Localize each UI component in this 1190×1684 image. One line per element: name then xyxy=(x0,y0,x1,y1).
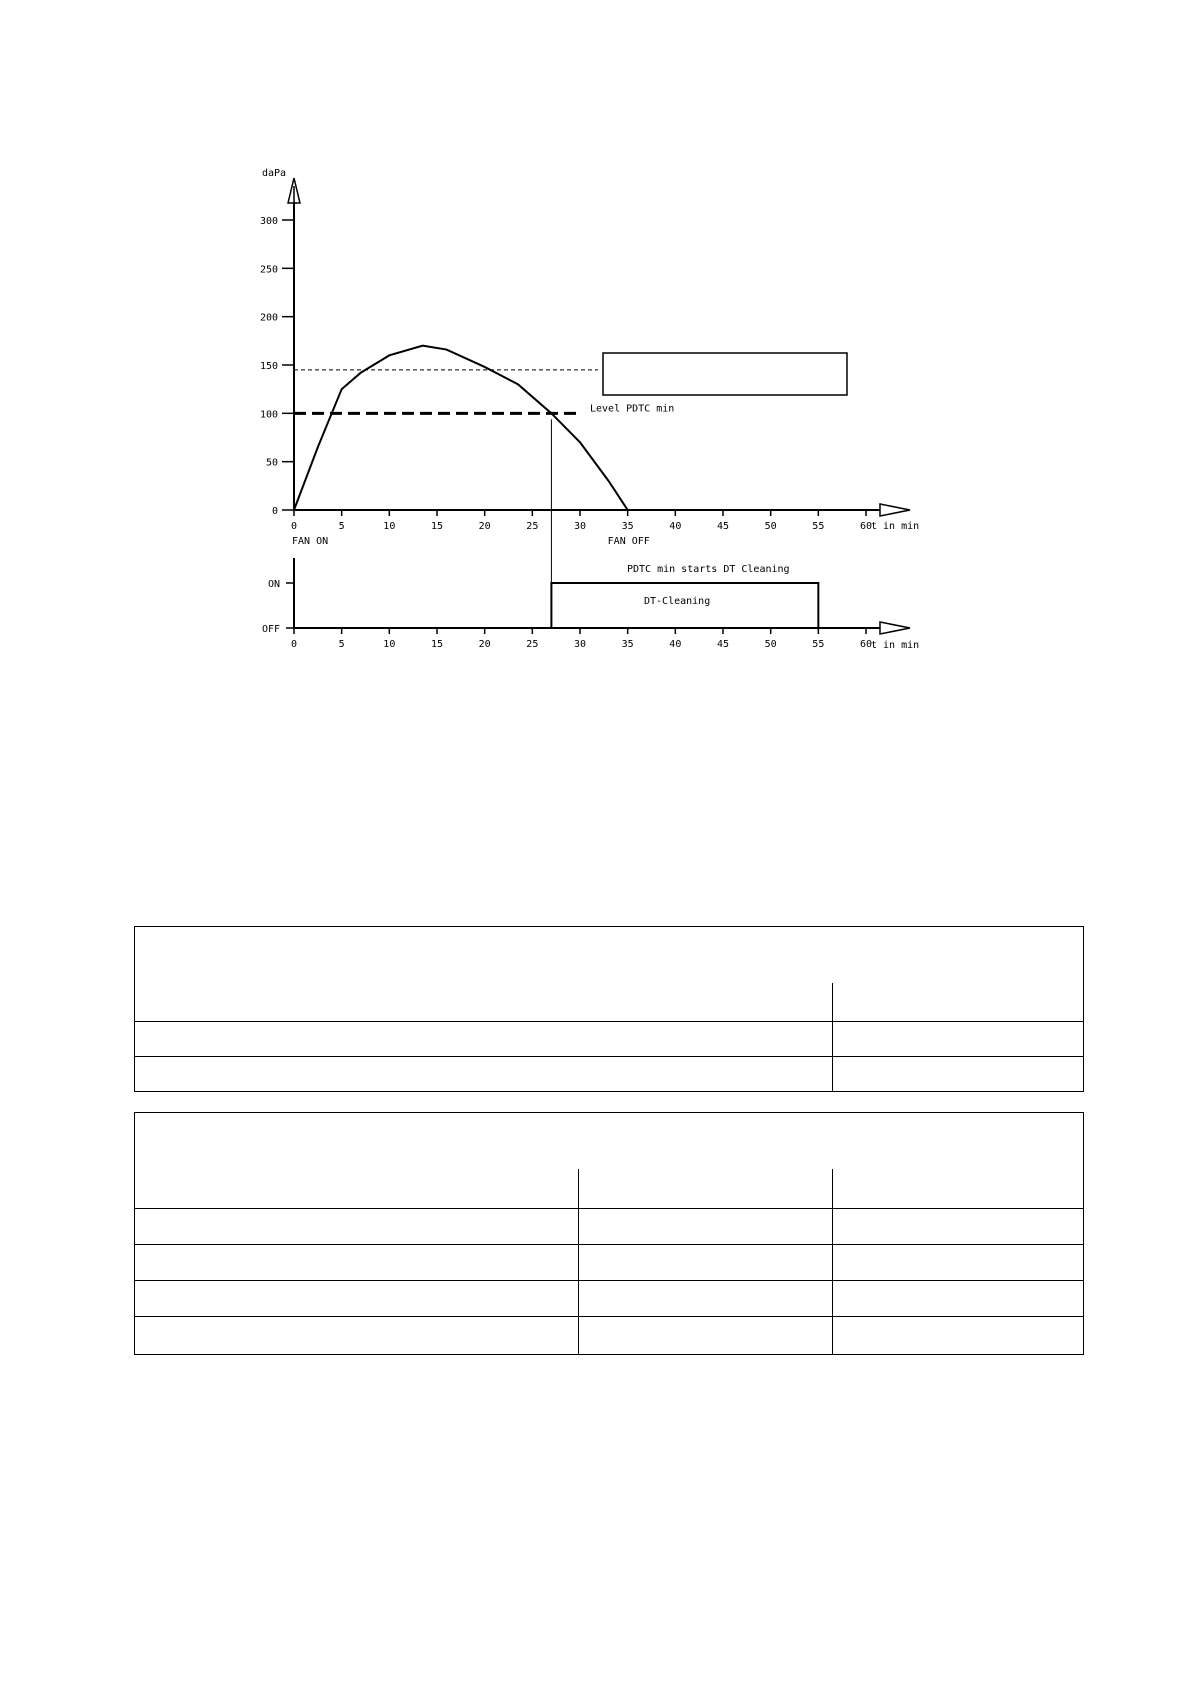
x-tick-label: 15 xyxy=(430,521,444,532)
x-axis-arrow xyxy=(880,504,910,516)
x-tick-label: 25 xyxy=(526,521,539,532)
x-tick-label: 40 xyxy=(669,521,682,532)
y-tick-label: 0 xyxy=(271,506,278,517)
y-tick-label: 50 xyxy=(265,457,278,469)
table-one-row-line xyxy=(135,1021,1083,1022)
x-tick-label: 55 xyxy=(812,521,825,532)
y-tick-label: 150 xyxy=(259,361,278,372)
pdtc-min-level-label: Level PDTC min xyxy=(590,403,675,415)
table-two-column-divider xyxy=(832,1169,833,1354)
fan-off-label: FAN OFF xyxy=(607,536,650,547)
x-axis-ticks xyxy=(291,510,872,532)
lower-x-tick-label: 60 xyxy=(859,639,873,650)
table-one-row-line xyxy=(135,1056,1083,1057)
x-tick-label: 60 xyxy=(859,521,873,532)
lower-x-axis-ticks xyxy=(291,628,872,650)
pressure-chart xyxy=(260,168,919,583)
lower-y-tick-label: ON xyxy=(267,579,280,590)
x-tick-label: 10 xyxy=(383,521,396,532)
table-two-row-line xyxy=(135,1316,1083,1317)
annotation-box xyxy=(603,353,847,395)
y-tick-label: 100 xyxy=(259,409,278,421)
lower-x-axis-arrow xyxy=(880,622,910,634)
table-two-row-line xyxy=(135,1244,1083,1245)
table-two-column-divider xyxy=(578,1169,579,1354)
lower-x-axis-label: t in min xyxy=(871,640,920,651)
dt-cleaning-bar-label: DT-Cleaning xyxy=(644,596,711,607)
y-axis-label: daPa xyxy=(262,168,287,179)
x-tick-label: 50 xyxy=(764,521,777,532)
table-two-row-line xyxy=(135,1280,1083,1281)
dt-cleaning-start-label: PDTC min starts DT Cleaning xyxy=(627,564,790,575)
table-one xyxy=(134,926,1084,1092)
table-one-column-divider xyxy=(832,983,833,1091)
x-tick-label: 45 xyxy=(716,521,730,532)
y-tick-label: 200 xyxy=(259,312,278,324)
lower-x-tick-label: 30 xyxy=(573,639,587,650)
lower-y-axis-ticks xyxy=(262,579,294,635)
lower-x-tick-label: 20 xyxy=(478,639,491,650)
x-tick-label: 5 xyxy=(338,521,345,532)
x-tick-label: 20 xyxy=(478,521,491,532)
lower-x-tick-label: 0 xyxy=(290,639,298,650)
table-two-row-line xyxy=(135,1208,1083,1209)
x-tick-label: 0 xyxy=(290,521,298,532)
cleaning-timeline-chart xyxy=(262,558,919,651)
lower-x-tick-label: 55 xyxy=(812,639,825,650)
fan-on-label: FAN ON xyxy=(292,536,329,547)
lower-x-tick-label: 5 xyxy=(338,639,345,650)
lower-y-tick-label: OFF xyxy=(261,624,280,635)
lower-x-tick-label: 10 xyxy=(383,639,396,650)
lower-x-tick-label: 40 xyxy=(669,639,682,650)
lower-x-tick-label: 45 xyxy=(716,639,730,650)
x-tick-label: 35 xyxy=(621,521,634,532)
pressure-cleaning-figure xyxy=(0,0,1190,700)
y-tick-label: 250 xyxy=(259,264,278,276)
lower-x-tick-label: 15 xyxy=(430,639,444,650)
lower-x-tick-label: 50 xyxy=(764,639,777,650)
lower-x-tick-label: 25 xyxy=(526,639,539,650)
x-tick-label: 30 xyxy=(573,521,587,532)
y-axis-ticks xyxy=(260,216,294,517)
y-tick-label: 300 xyxy=(259,216,278,227)
x-axis-label: t in min xyxy=(871,521,920,532)
table-two xyxy=(134,1112,1084,1355)
lower-x-tick-label: 35 xyxy=(621,639,634,650)
